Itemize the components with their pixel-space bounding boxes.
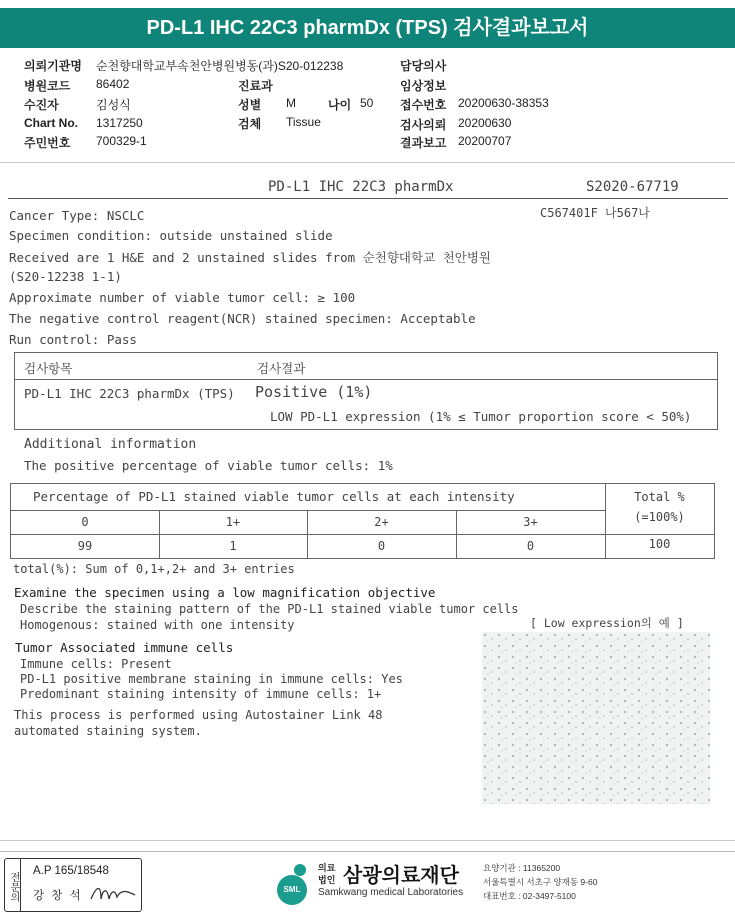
logo-badge-text: SML — [283, 885, 301, 894]
total-header-2: (=100%) — [634, 510, 685, 524]
immune-title: Tumor Associated immune cells — [15, 640, 234, 655]
clinical-label: 임상정보 — [400, 79, 447, 93]
org-kind-2: 법인 — [318, 875, 336, 885]
specimen-value: Tissue — [286, 115, 321, 129]
intensity-value-0: 99 — [77, 539, 93, 553]
age-label: 나이 — [328, 98, 352, 112]
result-expression: LOW PD-L1 expression (1% ≤ Tumor proportion score < 50%) — [270, 409, 692, 424]
immune-line-1: Immune cells: Present — [20, 657, 172, 671]
patient-label: 수진자 — [24, 98, 59, 112]
intensity-table — [10, 483, 715, 559]
intensity-col-1plus: 1+ — [225, 515, 241, 529]
patient-value: 김성식 — [96, 98, 131, 112]
doctor-label: 담당의사 — [400, 59, 447, 73]
pathologist-stamp — [4, 858, 142, 912]
org-phone: 대표번호 : 02-3497-5100 — [483, 891, 576, 901]
org-name-en: Samkwang medical Laboratories — [318, 887, 464, 898]
request-value: 20200630 — [458, 116, 512, 130]
stamp-license: A.P 165/18548 — [33, 865, 109, 877]
institution-value: 순천향대학교부속천안병원병동(과)S20-012238 — [96, 59, 344, 73]
intensity-col-2plus: 2+ — [374, 515, 389, 529]
examine-line-1: Describe the staining pattern of the PD-L1 stained viable tumor cells — [20, 602, 519, 616]
result-item: PD-L1 IHC 22C3 pharmDx (TPS) — [24, 386, 235, 401]
process-line-2: automated staining system. — [14, 724, 202, 738]
examine-line-2: Homogenous: stained with one intensity — [20, 618, 295, 632]
test-heading: PD-L1 IHC 22C3 pharmDx — [268, 179, 454, 195]
sex-label: 성별 — [238, 98, 262, 112]
result-col-item-header: 검사항목 — [24, 361, 73, 376]
total-note: total(%): Sum of 0,1+,2+ and 3+ entries — [13, 562, 295, 576]
image-caption: [ Low expression의 예 ] — [530, 616, 684, 630]
body-bottom-divider — [0, 840, 735, 841]
cancer-type: Cancer Type: NSCLC — [9, 208, 145, 223]
report-date-value: 20200707 — [458, 134, 512, 148]
rrn-value: 700329-1 — [96, 134, 147, 148]
chart-label: Chart No. — [24, 116, 78, 130]
signature-icon — [89, 881, 137, 905]
result-value: Positive (1%) — [255, 383, 373, 401]
header-divider — [0, 162, 735, 163]
result-table-divider — [15, 379, 717, 380]
request-label: 검사의뢰 — [400, 118, 447, 132]
intensity-value-3plus: 0 — [526, 539, 535, 553]
hospital-code-value: 86402 — [96, 77, 130, 91]
dept-label: 진료과 — [238, 79, 273, 93]
intensity-value-divider — [11, 534, 714, 535]
immune-line-2: PD-L1 positive membrane staining in immune cells: Yes — [20, 672, 403, 686]
received-ref: (S20-12238 1-1) — [9, 269, 122, 284]
case-number: S2020-67719 — [586, 179, 679, 195]
accession-label: 접수번호 — [400, 98, 447, 112]
additional-text: The positive percentage of viable tumor cells: 1% — [24, 458, 393, 473]
report-title: PD-L1 IHC 22C3 pharmDx (TPS) 검사결과보고서 — [0, 8, 735, 48]
specimen-label: 검체 — [238, 117, 262, 131]
ncr-line: The negative control reagent(NCR) stained specimen: Acceptable — [9, 311, 476, 326]
result-col-result-header: 검사결과 — [257, 361, 306, 376]
intensity-total-value: 100 — [648, 537, 671, 551]
org-name: 삼광의료재단 — [343, 865, 459, 887]
received-line: Received are 1 H&E and 2 unstained slides from 순천향대학교 천안병원 — [9, 250, 491, 265]
viable-count: Approximate number of viable tumor cell: ≥ 100 — [9, 290, 356, 305]
intensity-value-2plus: 0 — [377, 539, 386, 553]
rrn-label: 주민번호 — [24, 136, 71, 150]
additional-title: Additional information — [24, 437, 197, 452]
hospital-code-label: 병원코드 — [24, 79, 71, 93]
process-line-1: This process is performed using Autostainer Link 48 — [14, 708, 383, 722]
immune-line-3: Predominant staining intensity of immune cells: 1+ — [20, 687, 382, 701]
accession-value: 20200630-38353 — [458, 96, 549, 110]
institution-label: 의뢰기관명 — [24, 59, 82, 73]
ref-code: C567401F 나567나 — [540, 206, 650, 220]
org-kind-1: 의료 — [318, 863, 336, 873]
intensity-header-divider — [11, 510, 605, 511]
intensity-header: Percentage of PD-L1 stained viable tumor cells at each intensity — [33, 489, 515, 504]
intensity-value-1plus: 1 — [229, 539, 237, 553]
result-table — [14, 352, 718, 430]
total-header-1: Total % — [634, 490, 685, 504]
report-date-label: 결과보고 — [400, 136, 447, 150]
age-value: 50 — [360, 96, 374, 110]
stamp-side-label: 전문의 — [5, 859, 21, 911]
micrograph-image — [482, 632, 710, 804]
org-code: 요양기관 : 11365200 — [483, 863, 561, 873]
stamp-name: 강 창 석 — [33, 890, 83, 902]
specimen-condition: Specimen condition: outside unstained slide — [9, 228, 333, 243]
intensity-col-3plus: 3+ — [523, 515, 538, 529]
body-rule — [8, 198, 728, 199]
examine-title: Examine the specimen using a low magnification objective — [14, 585, 436, 600]
sex-value: M — [286, 96, 296, 110]
intensity-col-0: 0 — [81, 515, 89, 529]
run-control: Run control: Pass — [9, 332, 137, 347]
chart-value: 1317250 — [96, 116, 143, 130]
org-address: 서울특별시 서초구 양재동 9-60 — [483, 877, 598, 887]
